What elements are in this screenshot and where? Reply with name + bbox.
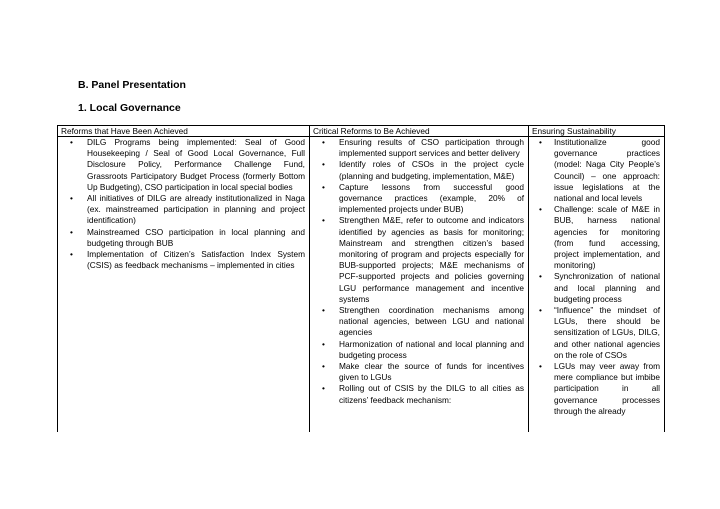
list-item: • DILG Programs being implemented: Seal of Good Housekeeping / Seal of Good Local Governance, Full Disclosure Policy, Performance Challenge Fund, Grassroots Participatory Budget Process (formerly Bottom Up Budgeting), CSO participation in local special bodies [61,137,305,193]
subheading: 1. Local Governance [78,102,181,114]
list-item: • LGUs may veer away from mere compliance but imbibe participation in all governance processes through the already [532,361,660,417]
list-item: • All initiatives of DILG are already institutionalized in Naga (ex. mainstreamed participation in planning and project identification) [61,193,305,227]
achieved-list [61,137,305,271]
list-item: • Make clear the source of funds for incentives given to LGUs [313,361,524,383]
header-sustainability: Ensuring Sustainability [529,126,665,137]
list-item: • Synchronization of national and local planning and budgeting process [532,271,660,305]
table-row [58,137,665,433]
table-header-row [58,126,665,137]
header-achieved: Reforms that Have Been Achieved [58,126,310,137]
list-item: • “Influence” the mindset of LGUs, there should be sensitization of LGUs, DILG, and other national agencies on the role of CSOs [532,305,660,361]
list-item: • Strengthen M&E, refer to outcome and indicators identified by agencies as basis for monitoring; Mainstream and strengthen citizen’s based monitoring of program and projects especially for BUB-supported projects; M&E mechanisms of PCF-supported projects and policies governing LGU performance management and incentive systems [313,215,524,305]
achieved-cell [58,137,310,433]
list-item: • Institutionalize good governance practices (model: Naga City People’s Council) – one approach: issue legislations at the national and local levels [532,137,660,204]
sustainability-list [532,137,660,417]
list-item: • Strengthen coordination mechanisms among national agencies, between LGU and national agencies [313,305,524,339]
sustainability-cell [529,137,665,433]
section-heading: B. Panel Presentation [78,79,186,91]
critical-cell [310,137,529,433]
list-item: • Ensuring results of CSO participation through implemented support services and better delivery [313,137,524,159]
header-critical: Critical Reforms to Be Achieved [310,126,529,137]
reforms-table [57,125,665,432]
list-item: • Capture lessons from successful good governance practices (example, 20% of implemented projects under BUB) [313,182,524,216]
list-item: • Harmonization of national and local planning and budgeting process [313,339,524,361]
list-item: • Rolling out of CSIS by the DILG to all cities as citizens’ feedback mechanism: [313,383,524,405]
list-item: • Challenge: scale of M&E in BUB, harness national agencies for monitoring (from fund accessing, project implementation, and monitoring) [532,204,660,271]
list-item: • Mainstreamed CSO participation in local planning and budgeting through BUB [61,227,305,249]
list-item: • Implementation of Citizen’s Satisfaction Index System (CSIS) as feedback mechanisms – implemented in cities [61,249,305,271]
list-item: • Identify roles of CSOs in the project cycle (planning and budgeting, implementation, M&E) [313,159,524,181]
critical-list [313,137,524,406]
